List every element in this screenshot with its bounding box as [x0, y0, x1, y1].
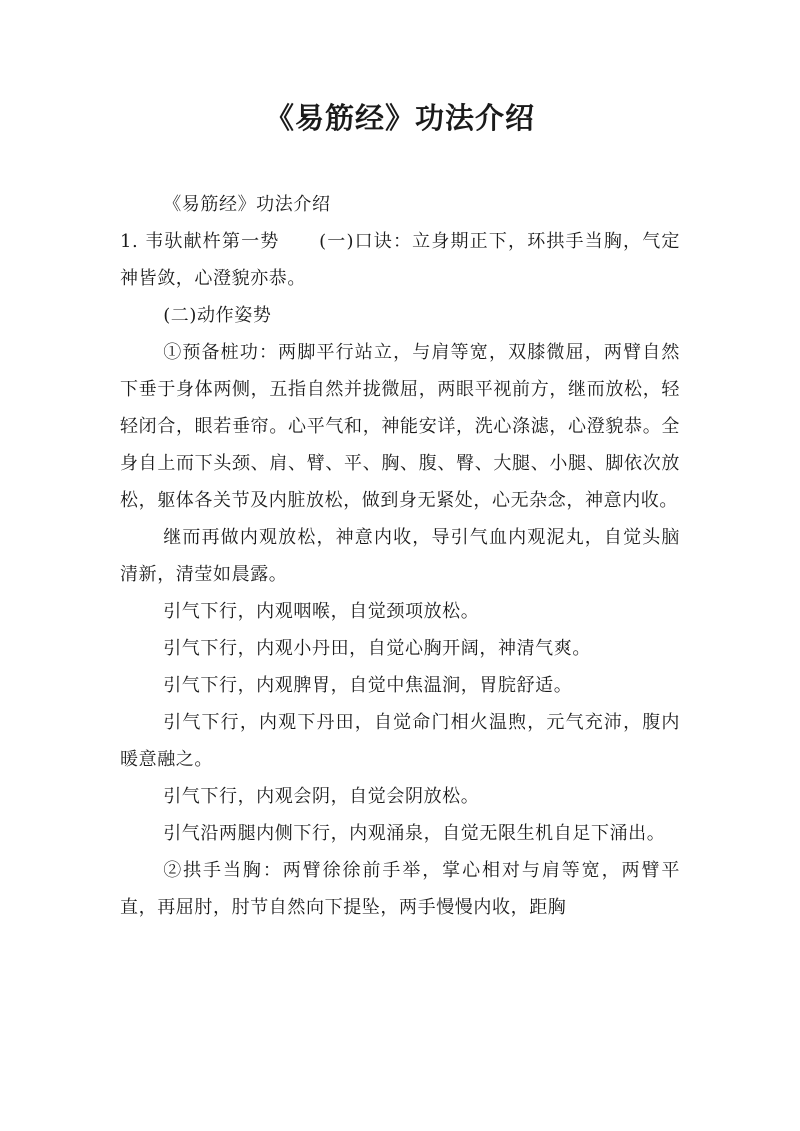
section-1-line — [120, 223, 680, 297]
subtitle: 《易筋经》功法介绍 — [163, 194, 331, 215]
paragraph-huiyin: 引气下行，内观会阴，自觉会阴放松。 — [163, 786, 480, 807]
paragraph-inner-relax: 继而再做内观放松，神意内收，导引气血内观泥丸，自觉头脑清新，清莹如晨露。 — [120, 527, 680, 585]
paragraph-yongquan: 引气沿两腿内侧下行，内观涌泉，自觉无限生机自足下涌出。 — [163, 823, 666, 844]
paragraph-spleen-stomach: 引气下行，内观脾胃，自觉中焦温涧，胃脘舒适。 — [163, 675, 573, 696]
document-title: 《易筋经》功法介绍 — [264, 101, 535, 135]
section-1-koujue: (一)口诀：立身期正下，环拱手当胸，气定神皆敛，心澄貌亦恭。 — [120, 231, 680, 289]
paragraph-lower-dantian: 引气下行，内观下丹田，自觉命门相火温煦，元气充沛，腹内暖意融之。 — [120, 712, 680, 770]
paragraph-action-posture: (二)动作姿势 — [163, 305, 272, 326]
paragraph-throat: 引气下行，内观咽喉，自觉颈项放松。 — [163, 601, 480, 622]
paragraph-hands-chest: ②拱手当胸：两臂徐徐前手举，掌心相对与肩等宽，两臂平直，再屈肘，肘节自然向下提坠，两手慢慢内收，距胸 — [120, 860, 680, 918]
document-body — [120, 186, 680, 926]
section-1-heading: 1. 韦驮献杵第一势 — [120, 231, 280, 252]
paragraph-small-dantian: 引气下行，内观小丹田，自觉心胸开阔，神清气爽。 — [163, 638, 591, 659]
paragraph-preparation: ①预备桩功：两脚平行站立，与肩等宽，双膝微屈，两臂自然下垂于身体两侧，五指自然并拢微屈，两眼平视前方，继而放松，轻轻闭合，眼若垂帘。心平气和，神能安详，洗心涤滤，心澄貌恭。全身自上而下头颈、肩、臂、平、胸、腹、臀、大腿、小腿、脚依次放松，躯体各关节及内脏放松，做到身无紧处，心无杂念，神意内收。 — [120, 342, 680, 511]
